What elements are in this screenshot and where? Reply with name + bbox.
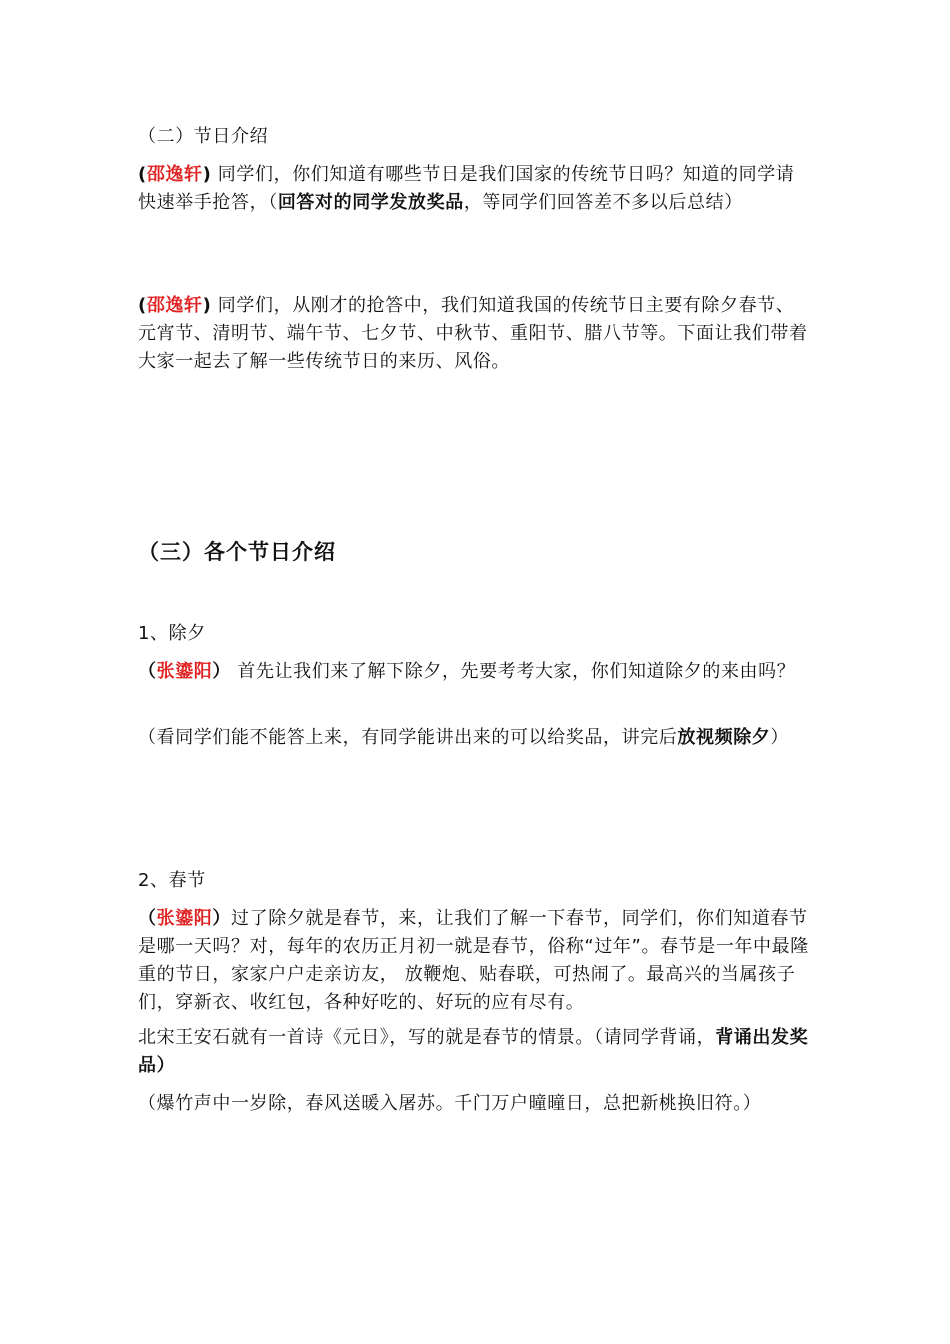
speaker-name: 张鎏阳 xyxy=(156,908,213,929)
speaker-bracket-close: ) xyxy=(202,295,212,316)
paragraph-text: 首先让我们来了解下除夕，先要考考大家，你们知道除夕的来由吗？ xyxy=(231,661,796,682)
paragraph-chuxi-question xyxy=(138,658,810,686)
bold-instruction: 放视频除夕 xyxy=(677,727,771,748)
section-heading-3: （三）各个节日介绍 xyxy=(138,540,336,564)
speaker-name: 张鎏阳 xyxy=(156,661,213,682)
paragraph-text: ） xyxy=(770,727,790,748)
paragraph-yuanri-poem-intro xyxy=(138,1024,810,1080)
paragraph-text: 同学们，从刚才的抢答中，我们知道我国的传统节日主要有除夕春节、元宵节、清明节、端午节、七夕节、中秋节、重阳节、腊八节等。下面让我们带着大家一起去了解一些传统节日的来历、风俗。 xyxy=(138,295,808,372)
paragraph-text: （看同学们能不能答上来，有同学能讲出来的可以给奖品，讲完后 xyxy=(138,727,678,748)
speaker-bracket-close: ) xyxy=(202,164,212,185)
paragraph-yuanri-poem: （爆竹声中一岁除，春风送暖入屠苏。千门万户曈曈日，总把新桃换旧符。） xyxy=(138,1093,762,1114)
speaker-bracket-open: ( xyxy=(138,295,147,316)
speaker-bracket-open: （ xyxy=(138,661,157,682)
item-title-chunjie: 2、春节 xyxy=(138,870,206,891)
paragraph-text: 过了除夕就是春节，来，让我们了解一下春节，同学们，你们知道春节是哪一天吗？对，每年的农历正月初一就是春节，俗称“过年”。春节是一年中最隆重的节日，家家户户走亲访友， 放鞭炮、贴春联，可热闹了。最高兴的当属孩子们，穿新衣、收红包，各种好吃的、好玩的应有尽有。 xyxy=(138,908,809,1013)
paragraph-text: ，等同学们回答差不多以后总结） xyxy=(463,192,743,213)
paragraph-intro-question xyxy=(138,161,810,217)
paragraph-text: 北宋王安石就有一首诗《元日》，写的就是春节的情景。（请同学背诵， xyxy=(138,1027,716,1048)
speaker-bracket-close: ） xyxy=(212,908,232,929)
bold-instruction: 背诵出发奖品） xyxy=(138,1027,809,1076)
paragraph-chunjie-intro xyxy=(138,905,810,1017)
speaker-bracket-close: ） xyxy=(212,661,232,682)
section-heading-2: （二）节日介绍 xyxy=(138,126,269,147)
bold-instruction: 回答对的同学发放奖品 xyxy=(277,192,464,213)
item-title-chuxi: 1、除夕 xyxy=(138,623,206,644)
speaker-name: 邵逸轩 xyxy=(146,164,203,185)
paragraph-festival-list xyxy=(138,292,810,376)
paragraph-text: 同学们，你们知道有哪些节日是我们国家的传统节日吗？知道的同学请快速举手抢答，（ xyxy=(138,164,795,213)
speaker-name: 邵逸轩 xyxy=(146,295,203,316)
speaker-bracket-open: ( xyxy=(138,164,147,185)
speaker-bracket-open: （ xyxy=(138,908,157,929)
paragraph-chuxi-instruction xyxy=(138,724,810,752)
